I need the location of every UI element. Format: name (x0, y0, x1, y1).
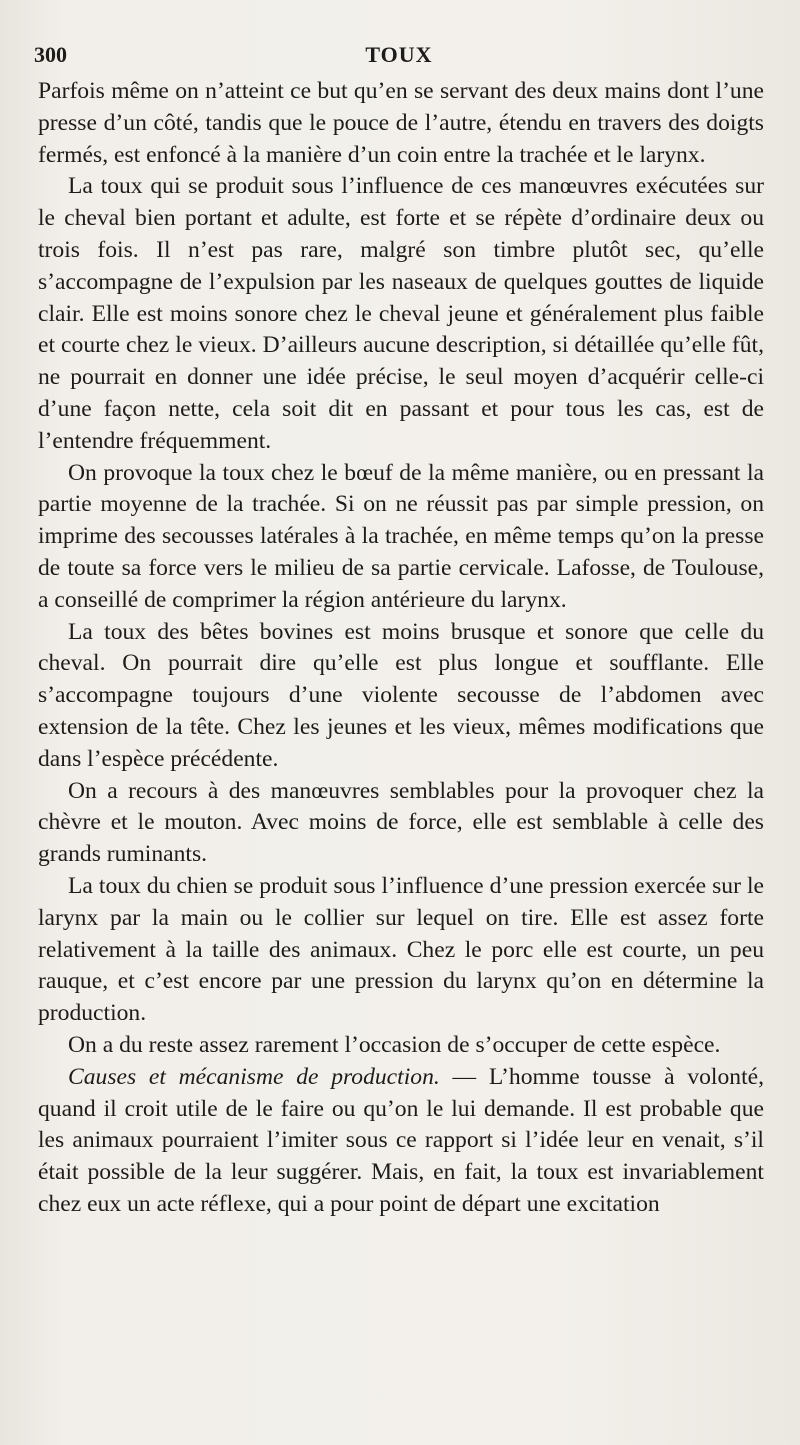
section-heading: Causes et mécanisme de production. (68, 1063, 440, 1090)
paragraph-causes (38, 1062, 764, 1221)
paragraph: La toux des bêtes bovines est moins brusque et sonore que celle du cheval. On pourrait dire qu’elle est plus longue et soufflante. Elle s’accompagne toujours d’une violente secousse de l’abdomen avec extension de la tête. Chez les jeunes et les vieux, mêmes modifications que dans l’espèce précédente. (38, 618, 764, 772)
paragraph: On provoque la toux chez le bœuf de la même manière, ou en pressant la partie moyenne de la trachée. Si on ne réussit pas par simple pression, on imprime des secousses latérales à la trachée, en même temps qu’on la presse de toute sa force vers le milieu de sa partie cervicale. Lafosse, de Toulouse, a conseillé de comprimer la région antérieure du larynx. (38, 459, 764, 613)
page-header (34, 42, 764, 72)
paragraph: On a recours à des manœuvres semblables pour la provoquer chez la chèvre et le mouton. Avec moins de force, elle est semblable à celle des grands ruminants. (38, 777, 764, 868)
paragraph: On a du reste assez rarement l’occasion de s’occuper de cette espèce. (68, 1031, 721, 1058)
running-title: TOUX (365, 42, 433, 67)
paragraph: Parfois même on n’atteint ce but qu’en se servant des deux mains dont l’une presse d’un côté, tandis que le pouce de l’autre, étendu en travers des doigts fermés, est enfoncé à la manière d’un coin entre la trachée et le larynx. (38, 78, 764, 168)
body-text (38, 76, 764, 1221)
page-number: 300 (34, 42, 67, 67)
paragraph: La toux qui se produit sous l’influence de ces manœuvres exécutées sur le cheval bien portant et adulte, est forte et se répète d’ordinaire deux ou trois fois. Il n’est pas rare, malgré son timbre plutôt sec, qu’elle s’accompagne de l’expulsion par les naseaux de quelques gouttes de liquide clair. Elle est moins sonore chez le cheval jeune et généralement plus faible et courte chez le vieux. D’ailleurs aucune description, si détaillée qu’elle fût, ne pourrait en donner une idée précise, le seul moyen d’acquérir celle-ci d’une façon nette, cela soit dit en passant et pour tous les cas, est de l’entendre fréquemment. (38, 173, 764, 454)
paragraph: La toux du chien se produit sous l’influence d’une pression exercée sur le larynx par la main ou le collier sur lequel on tire. Elle est assez forte relativement à la taille des animaux. Chez le porc elle est courte, un peu rauque, et c’est encore par une pression du larynx qu’on en détermine la production. (38, 872, 764, 1027)
paragraph-text: — L’homme tousse à volonté, quand il croit utile de le faire ou qu’on le lui demande. Il est probable que les animaux pourraient l’imiter sous ce rapport si l’idée leur en venait, s’il était possible de la leur suggérer. Mais, en fait, la toux est invariablement chez eux un acte réflexe, qui a pour point de départ une excitation (38, 1063, 764, 1217)
